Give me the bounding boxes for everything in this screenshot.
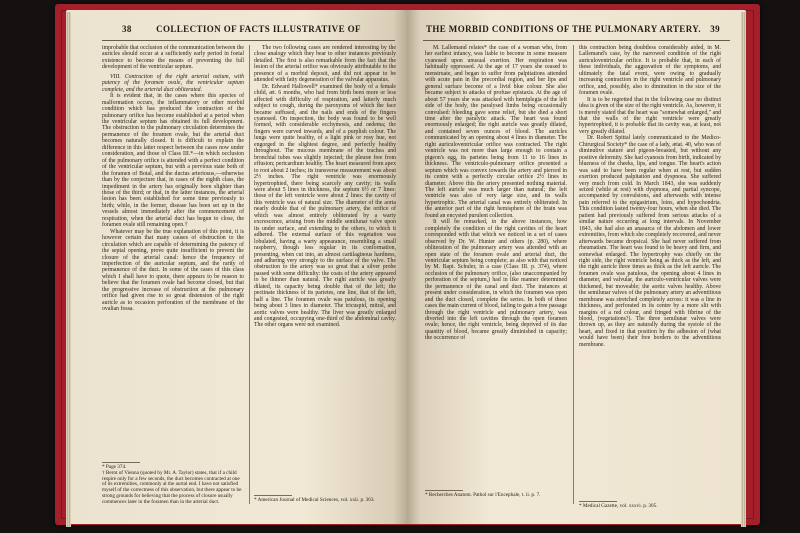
paragraph: Whatever may be the true explanation of this point, it is however certain that many causes of obstruction to the circulation which are capable of determining the patency of the septal opening, prove quite insufficient to prevent the closure of the arterial canal: hence the frequency of imperfection of the auricular septum, and the rarity of permanence of the duct. In some of the cases of this class which I shall have to quote, there appears to be reason to believe that the foramen ovale had become closed, but that the progressive increase of obstruction at the pulmonary orifice had given rise to so great distension of the right auricle as to occasion perforation of the membrane of the ovalian fossa. — [102, 228, 244, 313]
header-rule — [423, 40, 730, 41]
footnote: † Bernt of Vienna (quoted by Mr. A. Taylor) states, that if a child respire only for a few seconds, the duct becomes contracted at one of its extremities, commonly at the aortal end. I have not satisfied myself of the correctness of this observation, but there appear to be strong grounds for believing that the process of closure usually commences later in the foramen than in the arterial duct. — [102, 469, 242, 505]
footnote-rule — [102, 462, 140, 463]
column-divider — [249, 45, 250, 504]
page-edges-left — [66, 12, 71, 527]
section-heading: VIII. Contraction of the right arterial ostium, with patency of the foramen ovale, the ventricular septum complete, and the arterial duct obliterated. — [102, 73, 244, 93]
right-page — [407, 10, 746, 524]
right-page-number: 39 — [710, 24, 720, 34]
left-page-number: 38 — [122, 24, 132, 34]
page-edges-right — [741, 12, 746, 527]
paragraph: Dr. Edward Hallowell* examined the body of a female child, æt. 6 months, who had from birth been more or less affected with difficulty of respiration, and latterly much subject to cough, during the paroxysms of which the face became suffused, and the nails and ends of the fingers cyanosed. On inspection, the body was found to be well formed, with considerable ecchymosis, and oedema; the fingers were curved inwards, and of a purplish colour. The lungs were quite healthy, of a light pink or rosy hue, not engorged in the slightest degree, and perfectly healthy throughout. The mucous membrane of the trachea and bronchial tubes was slightly injected; the pleuræ free from effusion; pericardium healthy. The heart measured from apex to root about 2 inches; its transverse measurement was about 2½ inches. The right ventricle was enormously hypertrophied, there being scarcely any cavity; its walls were about 5 lines in thickness, the septum 6½ or 7 lines: those of the left ventricle were about 2 lines: the cavity of this ventricle was of natural size. The diameter of the aorta nearly double that of the pulmonary artery, the orifice of which was almost entirely obliterated by a warty excrescence, arising from the middle semilunar valve upon its under surface, and extending to the others, to which it adhered. The external surface of this vegetation was lobulated, having a warty appearance, resembling a small raspberry, though less regular in its conformation, presenting, when cut into, an almost cartilaginous hardness, and adhering very strongly to the surface of the valve. The obstruction to the artery was so great that a silver probe passed with some difficulty: the coats of the artery appeared to be thinner than natural. The right auricle was greatly dilated, its capacity being double that of the left; the pectinate thickness of its parietes, one line, that of the left, half a line. The foramen ovale was patulous, its opening being about 3 lines in diameter. The tricuspid, mitral, and aortic valves were healthy. The liver was greatly enlarged and congested, occupying one-third of the abdominal cavity. The other organs were not examined. — [254, 83, 396, 329]
paragraph: Dr. Robert Spittal lately communicated to the Medico-Chirurgical Society* the case of a lady, ætat. 40, who was of diminutive stature and pigeon-breasted, but without any positive deformity. She had cyanosis from birth, indicated by blueness of the cheeks, lips, and tongue. The heart's action was said to have been regular when at rest, but sudden exertion produced palpitation and dyspnoea. She suffered very much from cold. In March 1843, she was suddenly seized (while at rest) with dyspnoea, and partial syncope, accompanied by convulsions, and afterwards with intense pain referred to the epigastrium, loins, and hypochondria. This condition lasted twenty-four hours, when she died. The patient had previously suffered from serious attacks of a similar nature occurring at long intervals. In November 1843, she had also an anasarca of the abdomen and lower extremities, from which she completely recovered, and never afterwards became dropsical. She had never suffered from rheumatism. The heart was found to be heavy and firm, and somewhat enlarged. The hypertrophy was chiefly on the right side, the right ventricle being as thick as the left, and the right auricle three times as thick as the left auricle. The foramen ovale was patulous, the opening about 4 lines in diameter, and valvular, the auriculo-ventricular valves were thickened, but moveable; the aortic valves healthy. Above the semilunar valves of the pulmonary artery an adventitious membrane was stretched completely across: it was a line in thickness, and perforated in its centre by a more slit with margins of a red colour, and fringed with fibrine of the blood, (vegetations?). The three semilunar valves were thrown up, as they are naturally during the systole of the heart, and fixed in that position by the adhesion of (what would have been) their free borders to the adventitious membrane. — [579, 135, 721, 348]
column-divider — [573, 45, 574, 504]
right-page-header — [423, 24, 734, 38]
paragraph: M. Lallemand relates* the case of a woman who, from her earliest infancy, was liable to become in some measure cyanosed upon unusual exertion. Her respiration was habitually oppressed. At the age of 17 years she ceased to menstruate, and began to suffer from palpitations attended with acute pain in the precordial region, and her lips and general surface become of a livid blue colour. She also became subject to attacks of profuse epistaxis. At the age of about 57 years she was attacked with hemiplegia of the left side of the body, the paralysed limbs being occasionally convulsed: bleeding gave some relief, but she died a short time after the paralytic attack. The heart was found enormously enlarged; the right auricle was greatly dilated, and contained seven ounces of blood. The auricles communicated by an opening about 4 lines in diameter. The right auriculoventricular orifice was contracted. The right ventricle was not more than large enough to contain a pigeon's egg, its parietes being from 11 to 16 lines in thickness. The ventriculo-pulmonary orifice presented a septum which was convex towards the artery and pierced in its centre with a perfectly circular orifice 2½ lines in diameter. Above this the artery presented nothing material. The left auricle was much larger than natural; the left ventricle was also of very large size, and its walls hypertrophic. The arterial canal was entirely obliterated. In the anterior part of the right hemisphere of the brain was found an encysted purulent collection. — [425, 45, 567, 219]
footnote: * Recherches Anatom. Pathol sur l'Encephale, t. ii. p. 7. — [425, 492, 541, 498]
left-page-header — [82, 24, 395, 38]
footnote-rule — [254, 495, 292, 496]
paragraph: It will be remarked, in the above instances, how completely the condition of the right cavities of the heart corresponded with that which we noticed in a set of cases observed by Dr. W. Hunter and others (p. 280), where obliteration of the pulmonary artery was attended with an open state of the foramen ovale and arterial duct, the ventricular septum being complete; as also with that noticed by M. Bapt. Schuler, in a case (Class III. p. 374), where occlusion of the pulmonary orifice, (also unaccompanied by perforation of the septum,) had in like manner determined the permanence of the canal and duct. The instances at present under consideration, in which the foramen was open and the duct closed, complete the series. In both of these cases the main current of blood, failing to gain a free passage through the right ventricle and pulmonary artery, was diverted into the left cavities through the open foramen ovale; hence, the right ventricle, being deprived of its due quantity of blood, became greatly diminished in capacity; the occurrence of — [425, 219, 567, 342]
left-column-1 — [102, 45, 244, 313]
right-running-title: THE MORBID CONDITIONS OF THE PULMONARY ARTERY. — [425, 24, 702, 34]
header-rule — [102, 40, 395, 41]
paragraph: improbable that occlusion of the communication between the auricles should occur at a sufficiently early period in foetal existence to become the means of preventing the full development of the ventricular septum. — [102, 45, 244, 71]
left-page — [66, 10, 407, 524]
paragraph: It is evident that, in the cases where this species of malformation occurs, the inflammatory or other morbid condition which has produced the contraction of the pulmonary orifice has become established at a period when the ventricular septum has obtained its full development. The obstruction to the pulmonary circulation determines the permanence of the foramen ovale, but the arterial duct becomes naturally closed. It is difficult to explain the difference in this latter respect between the cases now under consideration, and those of Class III.*—in which occlusion of the pulmonary orifice is attended with a perfect condition of the ventricular septum, but with a pervious state both of the foramen of Botal, and the ductus arteriosus,—otherwise than by the conjecture that, in cases of the eighth class, the impediment in the artery has originally been slighter than those of the third; or that, in the latter instances, the arterial lesion has been established for some time previously to birth; while, in the former, disease has been set up in the vessels almost immediately after the commencement of respiration, when the arterial duct has begun to close, the foramen ovale still remaining open.† — [102, 93, 244, 229]
left-column-2 — [254, 45, 396, 329]
footnote-rule — [425, 490, 463, 491]
right-column-2-footnotes — [579, 504, 721, 510]
paragraph: It is to be regretted that in the following case no distinct idea is given of the size of the right ventricle. As, however, it is merely stated that the heart was "somewhat enlarged," and that the walls of the right ventricle were greatly hypertrophied, it is probable that its cavity was, at least, not very greatly dilated. — [579, 96, 721, 135]
footnote: * American Journal of Medical Sciences, vol. xxii. p. 363. — [254, 497, 375, 503]
left-running-title: COLLECTION OF FACTS ILLUSTRATIVE OF — [156, 24, 361, 34]
left-column-1-footnotes — [102, 465, 244, 506]
paragraph: The two following cases are rendered interesting by the close analogy which they bear to other instances previously detailed. The first is also remarkable from the fact that the lesion of the arterial orifice was obviously attributable to the presence of a morbid deposit, and did not appear to be attended with fatty degeneration of the valvular apparatus. — [254, 45, 396, 84]
right-column-1 — [425, 45, 567, 342]
footnote: * Medical Gazette, vol. xxxvi. p. 305. — [579, 503, 658, 509]
left-column-2-footnotes — [254, 498, 396, 504]
footnote-rule — [579, 501, 617, 502]
right-column-1-footnotes — [425, 493, 567, 499]
right-column-2 — [579, 45, 721, 348]
footnote: * Page 374. — [102, 464, 127, 470]
paragraph: this contraction being doubtless considerably aided, in M. Lallemand's case, by the narrowed condition of the right auriculoventricular orifice. It is probable that, in each of these individuals, the aggravation of the symptoms, and ultimately the fatal event, were owing to gradually increasing contraction in the right ventricle and pulmonary orifice, and, possibly, also to diminution in the size of the foramen ovale. — [579, 45, 721, 97]
